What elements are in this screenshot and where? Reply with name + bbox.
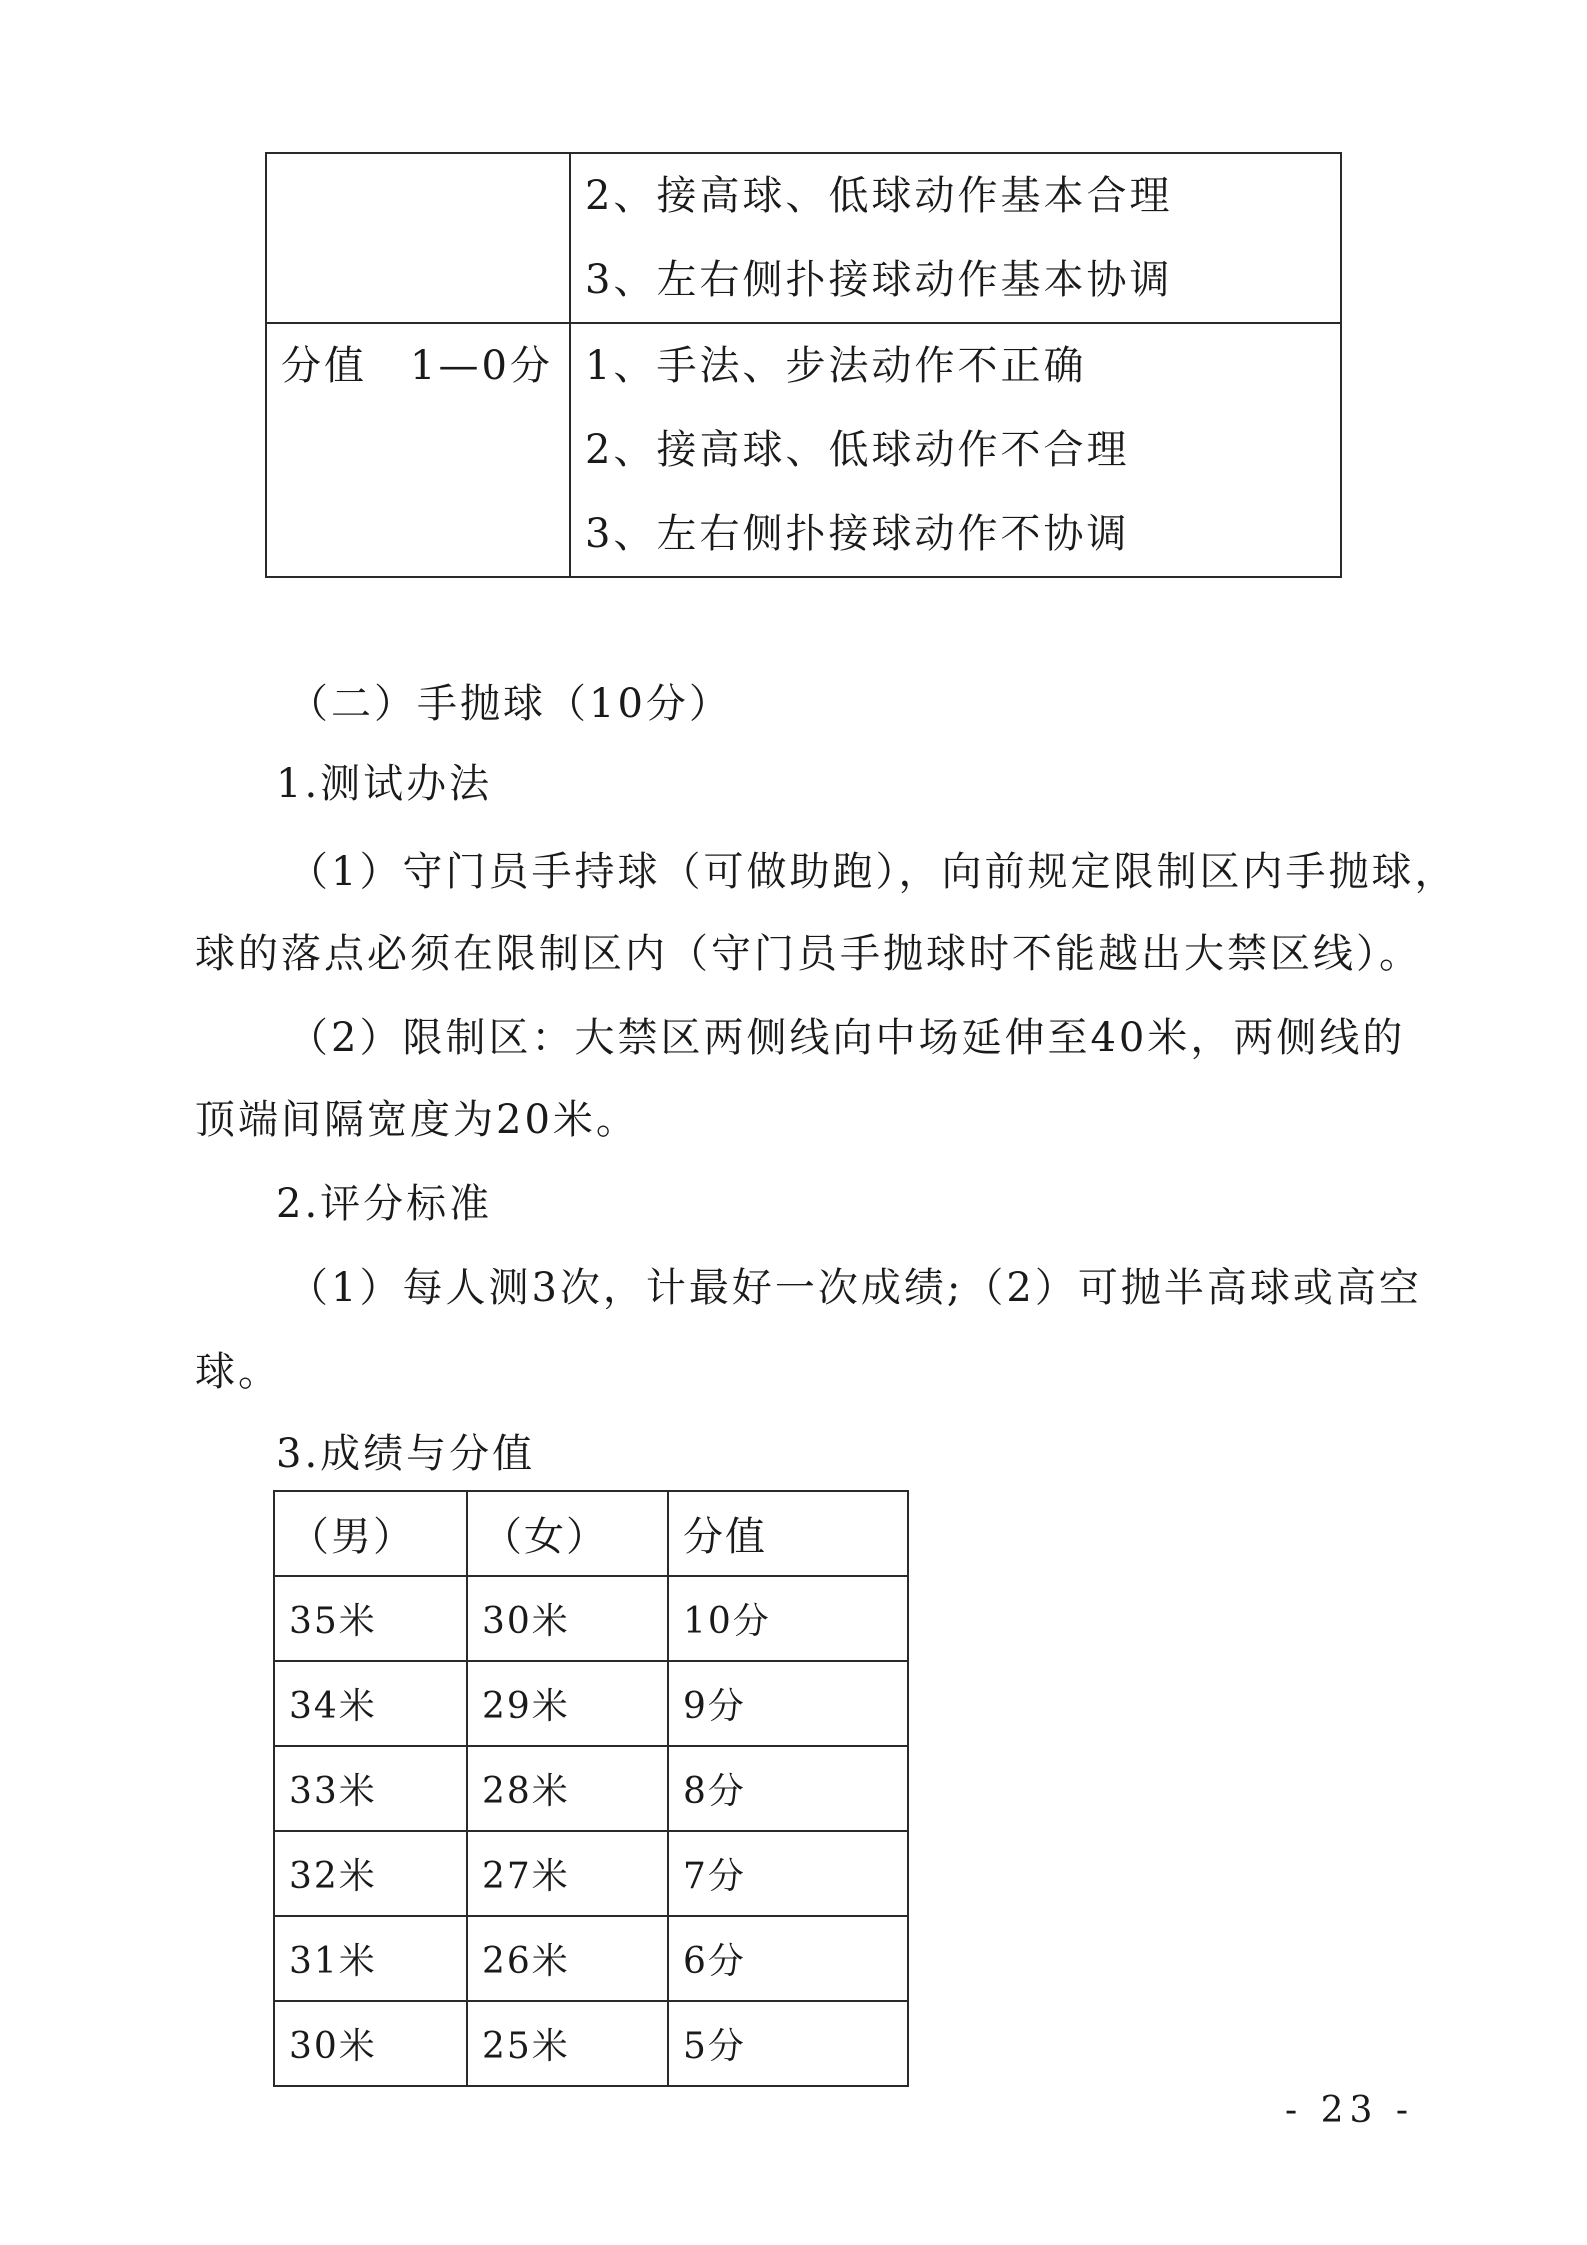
cell-score: 5分 — [668, 2001, 908, 2086]
table-row — [274, 1831, 908, 1916]
cell-female: 27米 — [467, 1831, 668, 1916]
criteria-score: 分值 1—0分 — [281, 343, 553, 389]
criteria-row — [266, 323, 1341, 577]
cell-female: 30米 — [467, 1576, 668, 1661]
cell-score: 10分 — [668, 1576, 908, 1661]
criteria-score-cell — [266, 323, 570, 577]
criteria-item: 1、手法、步法动作不正确 — [585, 343, 1087, 389]
table-row — [274, 1916, 908, 2001]
cell-female: 28米 — [467, 1746, 668, 1831]
cell-female: 25米 — [467, 2001, 668, 2086]
criteria-table — [265, 152, 1342, 578]
method-paragraph-2-line-1: （2）限制区：大禁区两侧线向中场延伸至40米，两侧线的 — [288, 1015, 1406, 1061]
method-title: 1.测试办法 — [276, 761, 493, 807]
cell-male: 31米 — [274, 1916, 467, 2001]
cell-score: 7分 — [668, 1831, 908, 1916]
criteria-score-cell — [266, 153, 570, 323]
page-number: - 23 - — [1285, 2090, 1415, 2131]
cell-male: 33米 — [274, 1746, 467, 1831]
criteria-item: 2、接高球、低球动作不合理 — [585, 427, 1130, 473]
method-paragraph-1-line-2: 球的落点必须在限制区内（守门员手抛球时不能越出大禁区线）。 — [195, 931, 1422, 977]
scoring-paragraph-line-2: 球。 — [195, 1349, 281, 1395]
table-row — [274, 1746, 908, 1831]
criteria-items-cell — [570, 153, 1341, 323]
scoring-title: 2.评分标准 — [276, 1181, 493, 1227]
cell-score: 9分 — [668, 1661, 908, 1746]
criteria-item: 3、左右侧扑接球动作基本协调 — [585, 257, 1173, 303]
header-female: （女） — [467, 1491, 668, 1576]
header-male: （男） — [274, 1491, 467, 1576]
scoring-paragraph-line-1: （1）每人测3次，计最好一次成绩;（2）可抛半高球或高空 — [288, 1265, 1422, 1311]
criteria-items-cell — [570, 323, 1341, 577]
cell-male: 35米 — [274, 1576, 467, 1661]
score-table — [273, 1490, 909, 2087]
cell-score: 6分 — [668, 1916, 908, 2001]
cell-female: 26米 — [467, 1916, 668, 2001]
table-row — [274, 1576, 908, 1661]
criteria-item: 3、左右侧扑接球动作不协调 — [585, 511, 1130, 557]
section-heading: （二）手抛球（10分） — [288, 681, 732, 727]
method-paragraph-1-line-1: （1）守门员手持球（可做助跑），向前规定限制区内手抛球， — [288, 849, 1458, 895]
cell-female: 29米 — [467, 1661, 668, 1746]
criteria-row — [266, 153, 1341, 323]
table-row — [274, 1661, 908, 1746]
method-paragraph-2-line-2: 顶端间隔宽度为20米。 — [195, 1097, 639, 1143]
cell-male: 34米 — [274, 1661, 467, 1746]
table-row — [274, 2001, 908, 2086]
cell-male: 32米 — [274, 1831, 467, 1916]
results-title: 3.成绩与分值 — [276, 1431, 536, 1477]
criteria-item: 2、接高球、低球动作基本合理 — [585, 173, 1173, 219]
header-score: 分值 — [668, 1491, 908, 1576]
score-table-header — [274, 1491, 908, 1576]
cell-male: 30米 — [274, 2001, 467, 2086]
cell-score: 8分 — [668, 1746, 908, 1831]
